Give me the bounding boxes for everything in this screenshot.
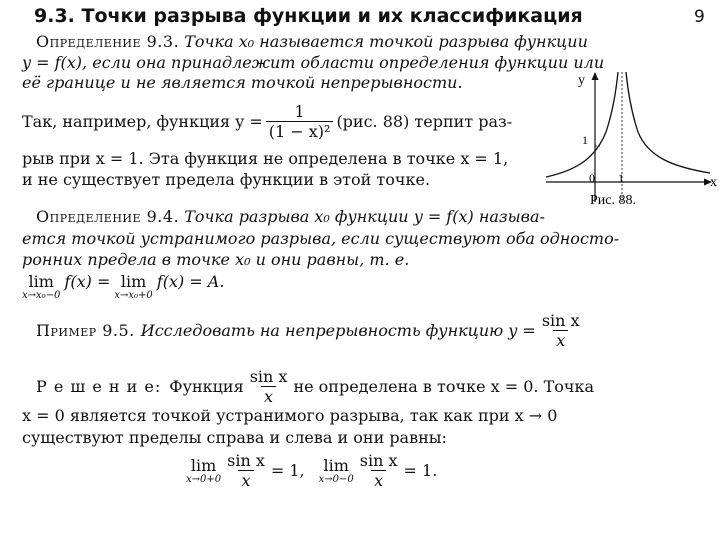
def94-line2: ется точкой устранимого разрыва, если существуют оба односто- xyxy=(22,229,620,248)
solution-frac-den: x xyxy=(261,386,276,406)
def93-line1: Точка x₀ называется точкой разрыва функции xyxy=(184,32,588,51)
ex95-label: Пример 9.5. xyxy=(36,321,135,341)
sol-frac2 xyxy=(357,452,401,490)
sol-frac2-num: sin x xyxy=(359,451,398,470)
tick-x1-label: 1 xyxy=(618,171,624,185)
tick-x0-label: 0 xyxy=(589,171,595,185)
sol-frac1-num: sin x xyxy=(227,451,265,470)
sol-lim1: lim xyxy=(190,456,217,476)
sol-sub2: x→0−0 xyxy=(318,474,354,486)
def94-sub2: x→x₀+0 xyxy=(114,290,153,301)
def93-label: Определение 9.3. xyxy=(36,32,180,51)
sol-frac1-den: x xyxy=(238,470,253,490)
ex95-frac-den: x xyxy=(553,330,568,350)
section-title: 9.3. Точки разрыва функции и их классификация xyxy=(34,5,583,27)
def94-line1: Точка разрыва x₀ функции y = f(x) называ- xyxy=(184,207,545,226)
sol-sub1: x→0+0 xyxy=(186,474,222,486)
y-axis-arrow-icon xyxy=(592,72,599,80)
example-fn-line2: рыв при x = 1. Эта функция не определена в точке x = 1, xyxy=(22,149,509,168)
def93-line2: y = f(x), если она принадлежит области определения функции или xyxy=(22,53,605,72)
figure-caption: Рис. 88. xyxy=(590,193,636,208)
def94-line3: ронних предела в точке x₀ и они равны, т. е. xyxy=(22,250,410,269)
solution-frac-num: sin x xyxy=(249,367,288,386)
def94-label: Определение 9.4. xyxy=(36,207,180,226)
solution-line1b: не определена в точке x = 0. Точка xyxy=(293,377,594,397)
example-fn-line3: и не существует предела функции в этой точке. xyxy=(22,170,431,189)
def94-end: f(x) = A. xyxy=(156,272,225,291)
solution-line2: x = 0 является точкой устранимого разрыва, так как при x → 0 xyxy=(22,406,558,425)
curve-right xyxy=(626,72,710,173)
sol-eq1: = 1, xyxy=(270,461,305,481)
def94-formula xyxy=(22,272,224,301)
def94-lim1: lim xyxy=(28,272,54,291)
ex95-fraction xyxy=(539,312,583,350)
example-fn-line1b: (рис. 88) терпит раз- xyxy=(336,112,513,132)
ex95-frac-num: sin x xyxy=(541,311,580,330)
def94-lim2: lim xyxy=(120,272,147,291)
solution-line3: существуют пределы справа и слева и они равны: xyxy=(22,428,447,447)
solution-formula xyxy=(186,452,437,490)
tick-y1-label: 1 xyxy=(582,133,588,147)
solution-fraction xyxy=(247,368,291,406)
sol-eq2: = 1. xyxy=(403,461,438,481)
example-fn-fraction xyxy=(266,103,334,141)
page-number: 9 xyxy=(694,7,705,27)
solution-line1a: Функция xyxy=(169,377,244,397)
axis-x-label: x xyxy=(710,175,717,190)
sol-frac1 xyxy=(224,452,268,490)
example-9-5 xyxy=(36,312,586,350)
example-fn-frac-den: (1 − x)² xyxy=(266,121,334,141)
figure-88 xyxy=(538,62,720,212)
sol-lim2: lim xyxy=(323,456,349,476)
example-fn-line1a: Так, например, функция y = xyxy=(22,112,263,132)
def94-mid: f(x) = xyxy=(64,272,111,291)
def94-sub1: x→x₀−0 xyxy=(22,290,61,301)
sol-frac2-den: x xyxy=(371,470,386,490)
def93-line3: её границе и не является точкой непрерывности. xyxy=(22,73,463,92)
ex95-text: Исследовать на непрерывность функцию y = xyxy=(140,321,536,341)
solution-label: Р е ш е н и е: xyxy=(36,377,162,397)
axis-y-label: y xyxy=(578,73,585,88)
example-fn-frac-num: 1 xyxy=(294,102,305,121)
